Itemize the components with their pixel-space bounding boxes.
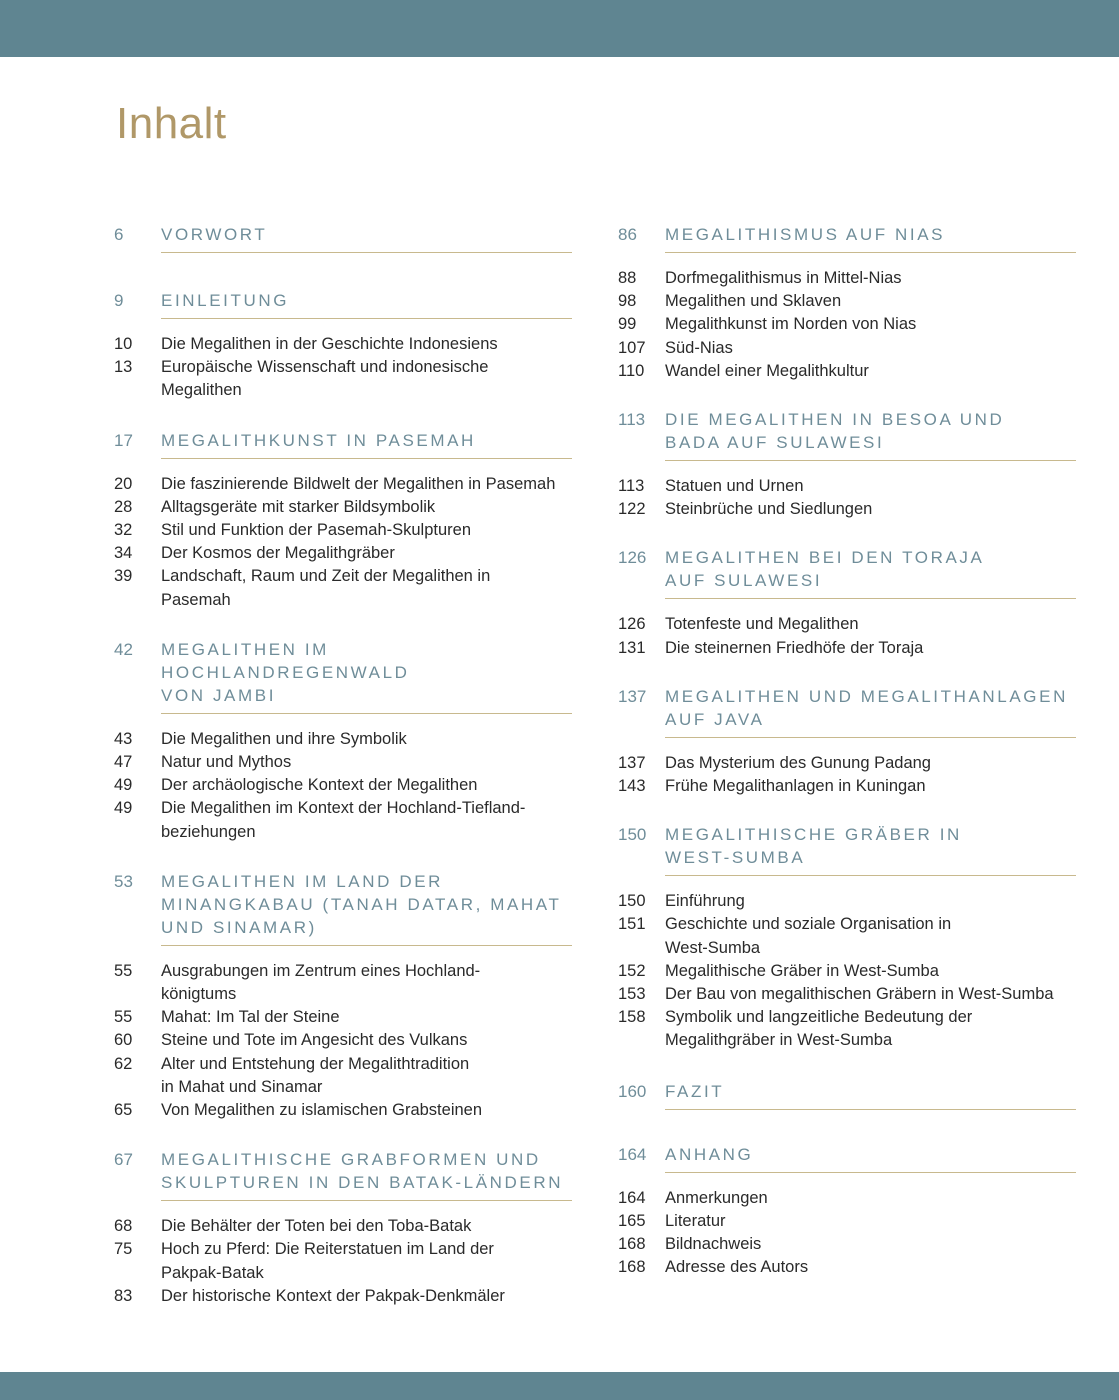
toc-section xyxy=(618,1080,1076,1116)
section-heading[interactable] xyxy=(114,638,572,720)
entry-page-number: 39 xyxy=(114,567,133,586)
section-title: MEGALITHISCHE GRABFORMEN UND SKULPTUREN IN DEN BATAK-LÄNDERN xyxy=(161,1148,572,1201)
section-title: DIE MEGALITHEN IN BESOA UND BADA AUF SULAWESI xyxy=(665,408,1076,461)
section-entries xyxy=(618,613,1076,659)
entry-title: Die Behälter der Toten bei den Toba-Batak xyxy=(161,1217,472,1236)
toc-entry[interactable] xyxy=(618,290,1076,313)
entry-title: Natur und Mythos xyxy=(161,753,292,772)
toc-section xyxy=(618,546,1076,659)
section-heading[interactable] xyxy=(114,223,572,259)
entry-page-number: 98 xyxy=(618,292,637,311)
section-entries xyxy=(114,728,572,844)
toc-entry[interactable] xyxy=(114,728,572,751)
toc-section xyxy=(618,1143,1076,1280)
toc-entry[interactable] xyxy=(114,751,572,774)
toc-entry[interactable] xyxy=(114,473,572,496)
entry-page-number: 62 xyxy=(114,1054,133,1073)
section-heading[interactable] xyxy=(618,685,1076,744)
entry-page-number: 150 xyxy=(618,892,646,911)
section-page-number: 53 xyxy=(114,871,133,891)
entry-page-number: 75 xyxy=(114,1240,133,1259)
entry-page-number: 55 xyxy=(114,961,133,980)
toc-entry[interactable] xyxy=(618,313,1076,336)
entry-title: Literatur xyxy=(665,1211,726,1230)
toc-entry[interactable] xyxy=(618,613,1076,636)
entry-title: Frühe Megalithanlagen in Kuningan xyxy=(665,777,926,796)
section-page-number: 6 xyxy=(114,225,124,244)
entry-page-number: 152 xyxy=(618,961,646,980)
section-entries xyxy=(618,267,1076,383)
toc-entry[interactable] xyxy=(618,1006,1076,1052)
toc-entry[interactable] xyxy=(114,356,572,402)
entry-title: Die Megalithen in der Geschichte Indonesiens xyxy=(161,335,498,353)
toc-entry[interactable] xyxy=(114,960,572,1006)
entry-page-number: 43 xyxy=(114,729,133,748)
section-page-number: 126 xyxy=(618,548,647,568)
toc-entry[interactable] xyxy=(618,913,1076,959)
toc-entry[interactable] xyxy=(618,267,1076,290)
entry-page-number: 20 xyxy=(114,474,133,493)
section-title: MEGALITHEN UND MEGALITHANLAGEN AUF JAVA xyxy=(665,685,1076,738)
section-title: VORWORT xyxy=(161,223,572,253)
entry-title: Der Bau von megalithischen Gräbern in West-Sumba xyxy=(665,985,1054,1004)
entry-page-number: 49 xyxy=(114,799,133,818)
toc-entry[interactable] xyxy=(618,752,1076,775)
entry-page-number: 151 xyxy=(618,915,646,934)
entry-page-number: 122 xyxy=(618,500,646,519)
entry-title: Einführung xyxy=(665,892,745,911)
toc-right-column xyxy=(618,223,1076,1279)
section-title: MEGALITHEN BEI DEN TORAJA AUF SULAWESI xyxy=(665,546,1076,599)
section-heading[interactable] xyxy=(114,429,572,465)
entry-title: Symbolik und langzeitliche Bedeutung der Megalithgräber in West-Sumba xyxy=(665,1008,973,1050)
entry-page-number: 158 xyxy=(618,1008,646,1027)
section-title: EINLEITUNG xyxy=(161,289,572,319)
entry-page-number: 168 xyxy=(618,1235,646,1254)
toc-entry[interactable] xyxy=(618,1233,1076,1256)
entry-page-number: 165 xyxy=(618,1211,646,1230)
entry-page-number: 126 xyxy=(618,615,646,634)
toc-entry[interactable] xyxy=(114,333,572,356)
section-entries xyxy=(114,960,572,1122)
toc-entry[interactable] xyxy=(114,1215,572,1238)
toc-entry[interactable] xyxy=(618,775,1076,798)
section-page-number: 17 xyxy=(114,430,133,450)
entry-title: Anmerkungen xyxy=(665,1188,768,1207)
section-heading[interactable] xyxy=(114,289,572,325)
toc-entry[interactable] xyxy=(114,1029,572,1052)
entry-page-number: 99 xyxy=(618,315,637,334)
entry-title: Europäische Wissenschaft und indonesische Megalithen xyxy=(161,358,489,400)
toc-entry[interactable] xyxy=(618,475,1076,498)
section-title: MEGALITHEN IM HOCHLANDREGENWALD VON JAMBI xyxy=(161,638,572,714)
toc-left-column xyxy=(114,223,572,1308)
toc-entry[interactable] xyxy=(618,890,1076,913)
section-page-number: 164 xyxy=(618,1144,647,1164)
toc-entry[interactable] xyxy=(114,774,572,797)
toc-entry[interactable] xyxy=(618,360,1076,383)
toc-entry[interactable] xyxy=(618,1256,1076,1279)
toc-section xyxy=(114,289,572,403)
entry-page-number: 65 xyxy=(114,1101,133,1120)
entry-page-number: 164 xyxy=(618,1188,646,1207)
entry-title: Alter und Entstehung der Megalithtradition in Mahat und Sinamar xyxy=(161,1054,470,1096)
entry-title: Dorfmegalithismus in Mittel-Nias xyxy=(665,269,902,287)
section-entries xyxy=(618,890,1076,1052)
entry-page-number: 32 xyxy=(114,521,133,540)
entry-title: Mahat: Im Tal der Steine xyxy=(161,1008,340,1027)
toc-section xyxy=(618,823,1076,1052)
entry-page-number: 168 xyxy=(618,1258,646,1277)
section-page-number: 137 xyxy=(618,686,647,706)
entry-title: Das Mysterium des Gunung Padang xyxy=(665,753,931,772)
toc-entry[interactable] xyxy=(618,637,1076,660)
entry-title: Alltagsgeräte mit starker Bildsymbolik xyxy=(161,497,436,516)
entry-page-number: 34 xyxy=(114,544,133,563)
section-page-number: 160 xyxy=(618,1081,647,1101)
section-page-number: 150 xyxy=(618,825,647,845)
entry-page-number: 131 xyxy=(618,638,646,657)
entry-title: Landschaft, Raum und Zeit der Megalithen in Pasemah xyxy=(161,567,491,609)
toc-section xyxy=(114,223,572,259)
toc-entry[interactable] xyxy=(114,1053,572,1099)
toc-entry[interactable] xyxy=(114,565,572,611)
section-heading[interactable] xyxy=(114,1148,572,1207)
entry-page-number: 60 xyxy=(114,1031,133,1050)
toc-entry[interactable] xyxy=(114,1285,572,1308)
section-title: MEGALITHISMUS AUF NIAS xyxy=(665,223,1076,253)
toc-section xyxy=(618,685,1076,798)
bottom-color-band xyxy=(0,1372,1119,1400)
entry-title: Bildnachweis xyxy=(665,1235,762,1254)
toc-entry[interactable] xyxy=(618,337,1076,360)
toc-entry[interactable] xyxy=(114,496,572,519)
entry-page-number: 10 xyxy=(114,335,133,353)
toc-section xyxy=(114,870,572,1122)
entry-page-number: 153 xyxy=(618,985,646,1004)
entry-page-number: 88 xyxy=(618,269,637,287)
entry-title: Megalithische Gräber in West-Sumba xyxy=(665,961,939,980)
entry-page-number: 143 xyxy=(618,777,646,796)
section-heading[interactable] xyxy=(618,546,1076,605)
section-page-number: 42 xyxy=(114,639,133,659)
entry-title: Steinbrüche und Siedlungen xyxy=(665,500,873,519)
section-heading[interactable] xyxy=(114,870,572,952)
section-title: FAZIT xyxy=(665,1080,1076,1110)
entry-page-number: 55 xyxy=(114,1008,133,1027)
entry-title: Geschichte und soziale Organisation in West-Sumba xyxy=(665,915,952,957)
toc-entry[interactable] xyxy=(114,542,572,565)
section-page-number: 86 xyxy=(618,225,637,244)
section-entries xyxy=(618,752,1076,798)
entry-page-number: 68 xyxy=(114,1217,133,1236)
entry-title: Die Megalithen im Kontext der Hochland-Tiefland- beziehungen xyxy=(161,799,526,841)
section-page-number: 113 xyxy=(618,410,646,430)
section-entries xyxy=(618,475,1076,521)
entry-page-number: 13 xyxy=(114,358,133,377)
entry-title: Die steinernen Friedhöfe der Toraja xyxy=(665,638,924,657)
entry-title: Megalithen und Sklaven xyxy=(665,292,842,311)
toc-section xyxy=(114,1148,572,1308)
section-heading[interactable] xyxy=(618,1143,1076,1179)
entry-title: Der archäologische Kontext der Megalithen xyxy=(161,776,478,795)
section-title: MEGALITHEN IM LAND DER MINANGKABAU (TANAH DATAR, MAHAT UND SINAMAR) xyxy=(161,870,572,946)
entry-title: Stil und Funktion der Pasemah-Skulpturen xyxy=(161,521,472,540)
toc-entry[interactable] xyxy=(618,498,1076,521)
section-title: MEGALITHKUNST IN PASEMAH xyxy=(161,429,572,459)
toc-section xyxy=(114,638,572,844)
toc-entry[interactable] xyxy=(618,1210,1076,1233)
section-entries xyxy=(114,473,572,612)
section-heading[interactable] xyxy=(618,408,1076,467)
section-page-number: 9 xyxy=(114,291,124,310)
entry-page-number: 107 xyxy=(618,338,646,357)
page-title: Inhalt xyxy=(116,99,227,148)
entry-title: Steine und Tote im Angesicht des Vulkans xyxy=(161,1031,468,1050)
entry-title: Süd-Nias xyxy=(665,338,733,357)
toc-entry[interactable] xyxy=(114,519,572,542)
entry-title: Der historische Kontext der Pakpak-Denkmäler xyxy=(161,1286,505,1305)
entry-page-number: 47 xyxy=(114,753,133,772)
section-entries xyxy=(618,1187,1076,1280)
toc-entry[interactable] xyxy=(114,1099,572,1122)
entry-title: Der Kosmos der Megalithgräber xyxy=(161,544,395,563)
toc-section xyxy=(618,223,1076,383)
section-heading[interactable] xyxy=(618,1080,1076,1116)
toc-entry[interactable] xyxy=(114,1238,572,1284)
toc-entry[interactable] xyxy=(618,1187,1076,1210)
top-color-band xyxy=(0,0,1119,57)
section-title: ANHANG xyxy=(665,1143,1076,1173)
toc-section xyxy=(618,408,1076,521)
entry-page-number: 137 xyxy=(618,753,646,772)
entry-title: Die faszinierende Bildwelt der Megalithen in Pasemah xyxy=(161,474,556,493)
toc-entry[interactable] xyxy=(114,1006,572,1029)
entry-title: Wandel einer Megalithkultur xyxy=(665,361,869,380)
entry-title: Statuen und Urnen xyxy=(665,477,804,496)
section-heading[interactable] xyxy=(618,823,1076,882)
entry-title: Adresse des Autors xyxy=(665,1258,809,1277)
entry-title: Hoch zu Pferd: Die Reiterstatuen im Land der Pakpak-Batak xyxy=(161,1240,494,1282)
section-entries xyxy=(114,1215,572,1308)
entry-page-number: 49 xyxy=(114,776,133,795)
toc-section xyxy=(114,429,572,612)
section-entries xyxy=(114,333,572,403)
entry-title: Megalithkunst im Norden von Nias xyxy=(665,315,917,334)
toc-entry[interactable] xyxy=(618,983,1076,1006)
section-title: MEGALITHISCHE GRÄBER IN WEST-SUMBA xyxy=(665,823,1076,876)
entry-page-number: 110 xyxy=(618,361,645,380)
toc-entry[interactable] xyxy=(618,960,1076,983)
entry-title: Von Megalithen zu islamischen Grabsteinen xyxy=(161,1101,483,1120)
entry-title: Ausgrabungen im Zentrum eines Hochland- königtums xyxy=(161,961,481,1004)
entry-page-number: 113 xyxy=(618,477,645,496)
entry-title: Totenfeste und Megalithen xyxy=(665,615,859,634)
toc-entry[interactable] xyxy=(114,797,572,843)
entry-page-number: 28 xyxy=(114,497,133,516)
entry-page-number: 83 xyxy=(114,1286,133,1305)
section-heading[interactable] xyxy=(618,223,1076,259)
section-page-number: 67 xyxy=(114,1150,133,1170)
entry-title: Die Megalithen und ihre Symbolik xyxy=(161,729,407,748)
